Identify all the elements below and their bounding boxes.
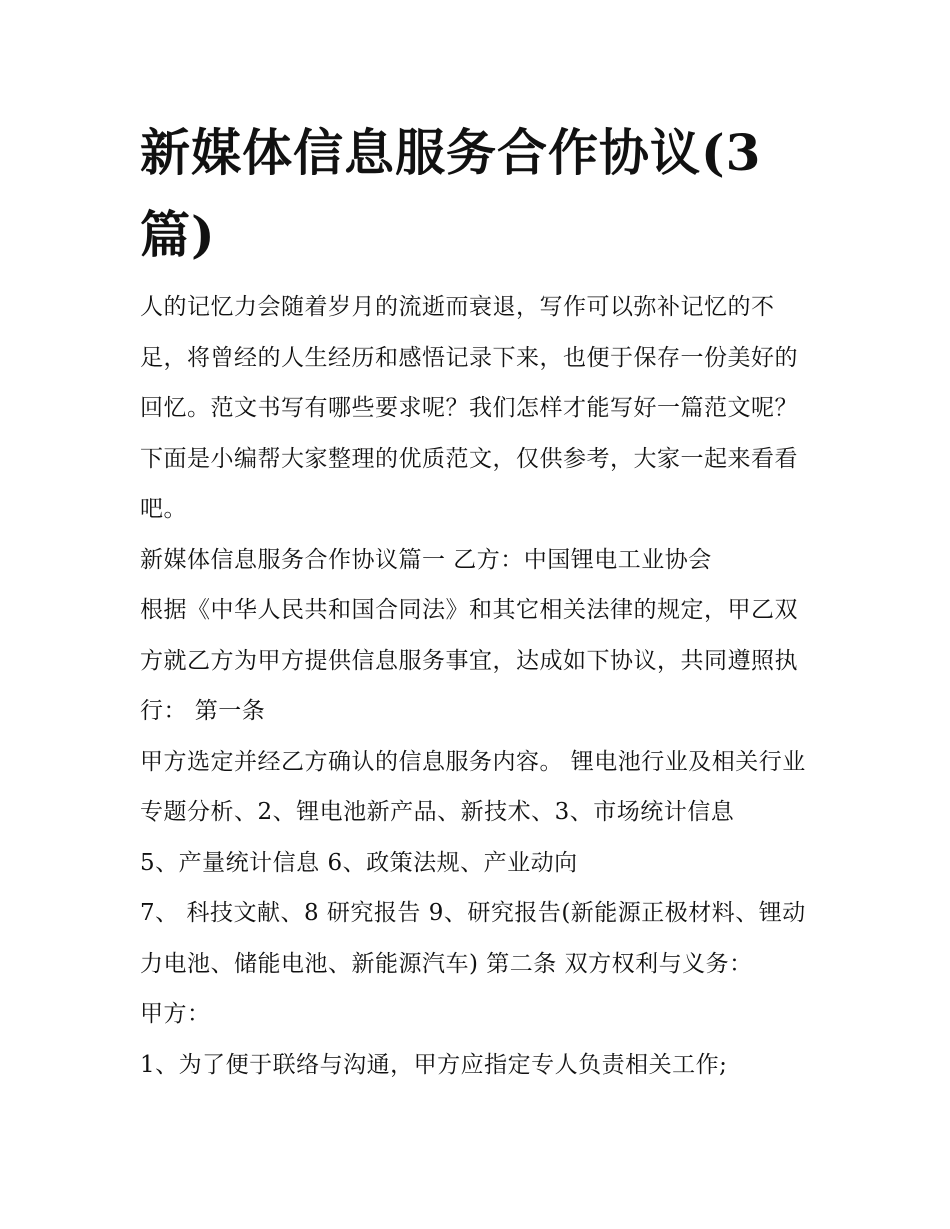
agreement-preamble: 根据《中华人民共和国合同法》和其它相关法律的规定，甲乙双方就乙方为甲方提供信息服务事宜，达成如下协议，共同遵照执行： 第一条 <box>140 597 798 724</box>
service-items-paragraph: 5、产量统计信息 6、政策法规、产业动向 <box>140 849 578 876</box>
section-heading: 新媒体信息服务合作协议篇一 乙方：中国锂电工业协会 <box>140 546 712 573</box>
service-items-paragraph-2: 7、 科技文献、8 研究报告 9、研究报告(新能源正极材料、锂动力电池、储能电池、新能源汽车) 第二条 双方权利与义务： <box>140 900 806 977</box>
party-a-clause-1: 1、为了便于联络与沟通，甲方应指定专人负责相关工作; <box>140 1051 728 1078</box>
party-a-label: 甲方： <box>140 1001 211 1027</box>
intro-paragraph: 人的记忆力会随着岁月的流逝而衰退，写作可以弥补记忆的不足，将曾经的人生经历和感悟记录下来，也便于保存一份美好的回忆。范文书写有哪些要求呢？我们怎样才能写好一篇范文呢？下面是小编帮大家整理的优质范文，仅供参考，大家一起来看看吧。 <box>140 294 798 522</box>
document-title: 新媒体信息服务合作协议(3篇) <box>140 123 762 264</box>
service-content-paragraph: 甲方选定并经乙方确认的信息服务内容。 锂电池行业及相关行业专题分析、2、锂电池新产品、新技术、3、市场统计信息 <box>140 748 806 825</box>
document-page <box>140 112 815 1090</box>
